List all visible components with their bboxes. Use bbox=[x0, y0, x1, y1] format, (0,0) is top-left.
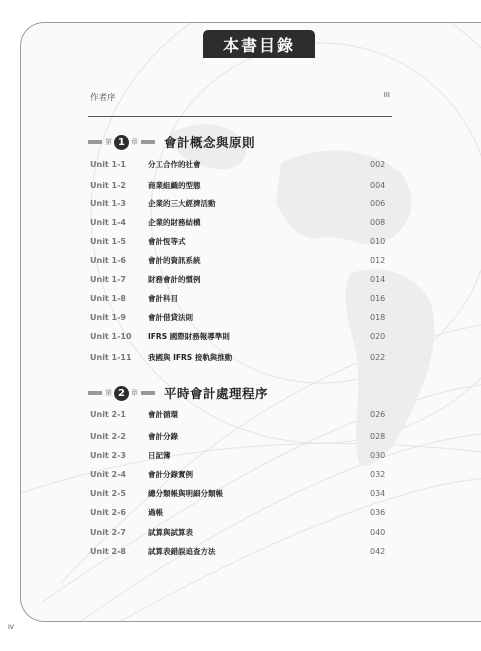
toc-entry[interactable] bbox=[90, 310, 392, 324]
unit-number: Unit 1-8 bbox=[90, 293, 126, 303]
chapter-bar-decoration bbox=[88, 391, 102, 395]
toc-entry[interactable] bbox=[90, 234, 392, 248]
toc-entry[interactable] bbox=[90, 215, 392, 229]
unit-page: 002 bbox=[370, 159, 386, 169]
unit-title: 我國與 IFRS 接軌與推動 bbox=[148, 352, 233, 362]
unit-page: 004 bbox=[370, 180, 386, 190]
unit-number: Unit 1-6 bbox=[90, 255, 126, 265]
unit-page: 012 bbox=[370, 255, 386, 265]
unit-title: 分工合作的社會 bbox=[148, 159, 201, 169]
toc-entry[interactable] bbox=[90, 429, 392, 443]
preface-label: 作者序 bbox=[90, 93, 116, 103]
toc-entry[interactable] bbox=[90, 196, 392, 210]
toc-entry[interactable] bbox=[90, 467, 392, 481]
unit-number: Unit 2-7 bbox=[90, 527, 126, 537]
toc-entry[interactable] bbox=[90, 448, 392, 462]
unit-page: 008 bbox=[370, 217, 386, 227]
unit-number: Unit 1-1 bbox=[90, 159, 126, 169]
unit-title: 會計恆等式 bbox=[148, 236, 186, 246]
unit-page: 020 bbox=[370, 331, 386, 341]
toc-entry[interactable] bbox=[90, 486, 392, 500]
unit-title: 試算表錯誤追查方法 bbox=[148, 546, 216, 556]
toc-entry[interactable] bbox=[90, 407, 392, 421]
unit-number: Unit 1-10 bbox=[90, 331, 132, 341]
unit-title: 財務會計的慣例 bbox=[148, 274, 201, 284]
toc-entry[interactable] bbox=[90, 525, 392, 539]
unit-number: Unit 2-4 bbox=[90, 469, 126, 479]
toc-entry[interactable] bbox=[90, 178, 392, 192]
toc-entry[interactable] bbox=[90, 272, 392, 286]
unit-number: Unit 1-3 bbox=[90, 198, 126, 208]
unit-title: 會計分錄 bbox=[148, 431, 178, 441]
unit-number: Unit 1-11 bbox=[90, 352, 132, 362]
unit-title: 總分類帳與明細分類帳 bbox=[148, 488, 223, 498]
toc-entry[interactable] bbox=[90, 329, 392, 343]
unit-number: Unit 2-5 bbox=[90, 488, 126, 498]
chapter-bar-decoration bbox=[141, 391, 155, 395]
chapter-bar-decoration bbox=[141, 140, 155, 144]
chapter-prefix: 第 bbox=[105, 138, 112, 146]
page-title: 本書目錄 bbox=[203, 30, 315, 58]
unit-page: 036 bbox=[370, 507, 386, 517]
chapter-suffix: 章 bbox=[131, 138, 138, 146]
unit-title: 會計借貸法則 bbox=[148, 312, 193, 322]
toc-entry[interactable] bbox=[90, 157, 392, 171]
unit-page: 040 bbox=[370, 527, 386, 537]
toc-entry[interactable] bbox=[90, 505, 392, 519]
unit-number: Unit 1-4 bbox=[90, 217, 126, 227]
unit-title: 過帳 bbox=[148, 507, 163, 517]
chapter-title: 平時會計處理程序 bbox=[164, 386, 269, 401]
chapter-title: 會計概念與原則 bbox=[164, 135, 256, 150]
unit-page: 026 bbox=[370, 409, 386, 419]
unit-page: 006 bbox=[370, 198, 386, 208]
unit-title: 會計分錄實例 bbox=[148, 469, 193, 479]
unit-number: Unit 2-1 bbox=[90, 409, 126, 419]
unit-title: 企業的財務結構 bbox=[148, 217, 201, 227]
chapter-prefix: 第 bbox=[105, 389, 112, 397]
toc-entry[interactable] bbox=[90, 291, 392, 305]
unit-page: 014 bbox=[370, 274, 386, 284]
unit-title: 會計的資訊系統 bbox=[148, 255, 201, 265]
toc-entry[interactable] bbox=[90, 544, 392, 558]
unit-page: 042 bbox=[370, 546, 386, 556]
unit-number: Unit 1-5 bbox=[90, 236, 126, 246]
unit-number: Unit 2-3 bbox=[90, 450, 126, 460]
page-number: IV bbox=[8, 624, 14, 631]
unit-title: 會計循環 bbox=[148, 409, 178, 419]
unit-page: 030 bbox=[370, 450, 386, 460]
unit-page: 016 bbox=[370, 293, 386, 303]
chapter-heading-1[interactable] bbox=[88, 133, 255, 151]
unit-number: Unit 1-2 bbox=[90, 180, 126, 190]
preface-page: III bbox=[383, 91, 390, 99]
unit-title: 日記簿 bbox=[148, 450, 171, 460]
divider bbox=[88, 116, 392, 117]
unit-number: Unit 1-7 bbox=[90, 274, 126, 284]
unit-number: Unit 2-8 bbox=[90, 546, 126, 556]
unit-title: 會計科目 bbox=[148, 293, 178, 303]
unit-page: 028 bbox=[370, 431, 386, 441]
chapter-number-badge: 2 bbox=[114, 386, 129, 401]
chapter-heading-2[interactable] bbox=[88, 384, 268, 402]
unit-number: Unit 2-6 bbox=[90, 507, 126, 517]
unit-title: 試算與試算表 bbox=[148, 527, 193, 537]
chapter-number-badge: 1 bbox=[114, 135, 129, 150]
unit-title: 企業的三大經濟活動 bbox=[148, 198, 216, 208]
unit-page: 018 bbox=[370, 312, 386, 322]
unit-page: 032 bbox=[370, 469, 386, 479]
unit-page: 022 bbox=[370, 352, 386, 362]
unit-number: Unit 2-2 bbox=[90, 431, 126, 441]
unit-page: 010 bbox=[370, 236, 386, 246]
preface-entry[interactable] bbox=[90, 91, 390, 103]
unit-title: 商業組織的型態 bbox=[148, 180, 201, 190]
chapter-bar-decoration bbox=[88, 140, 102, 144]
toc-entry[interactable] bbox=[90, 350, 392, 364]
toc-entry[interactable] bbox=[90, 253, 392, 267]
unit-title: IFRS 國際財務報導準則 bbox=[148, 331, 230, 341]
chapter-suffix: 章 bbox=[131, 389, 138, 397]
unit-page: 034 bbox=[370, 488, 386, 498]
unit-number: Unit 1-9 bbox=[90, 312, 126, 322]
